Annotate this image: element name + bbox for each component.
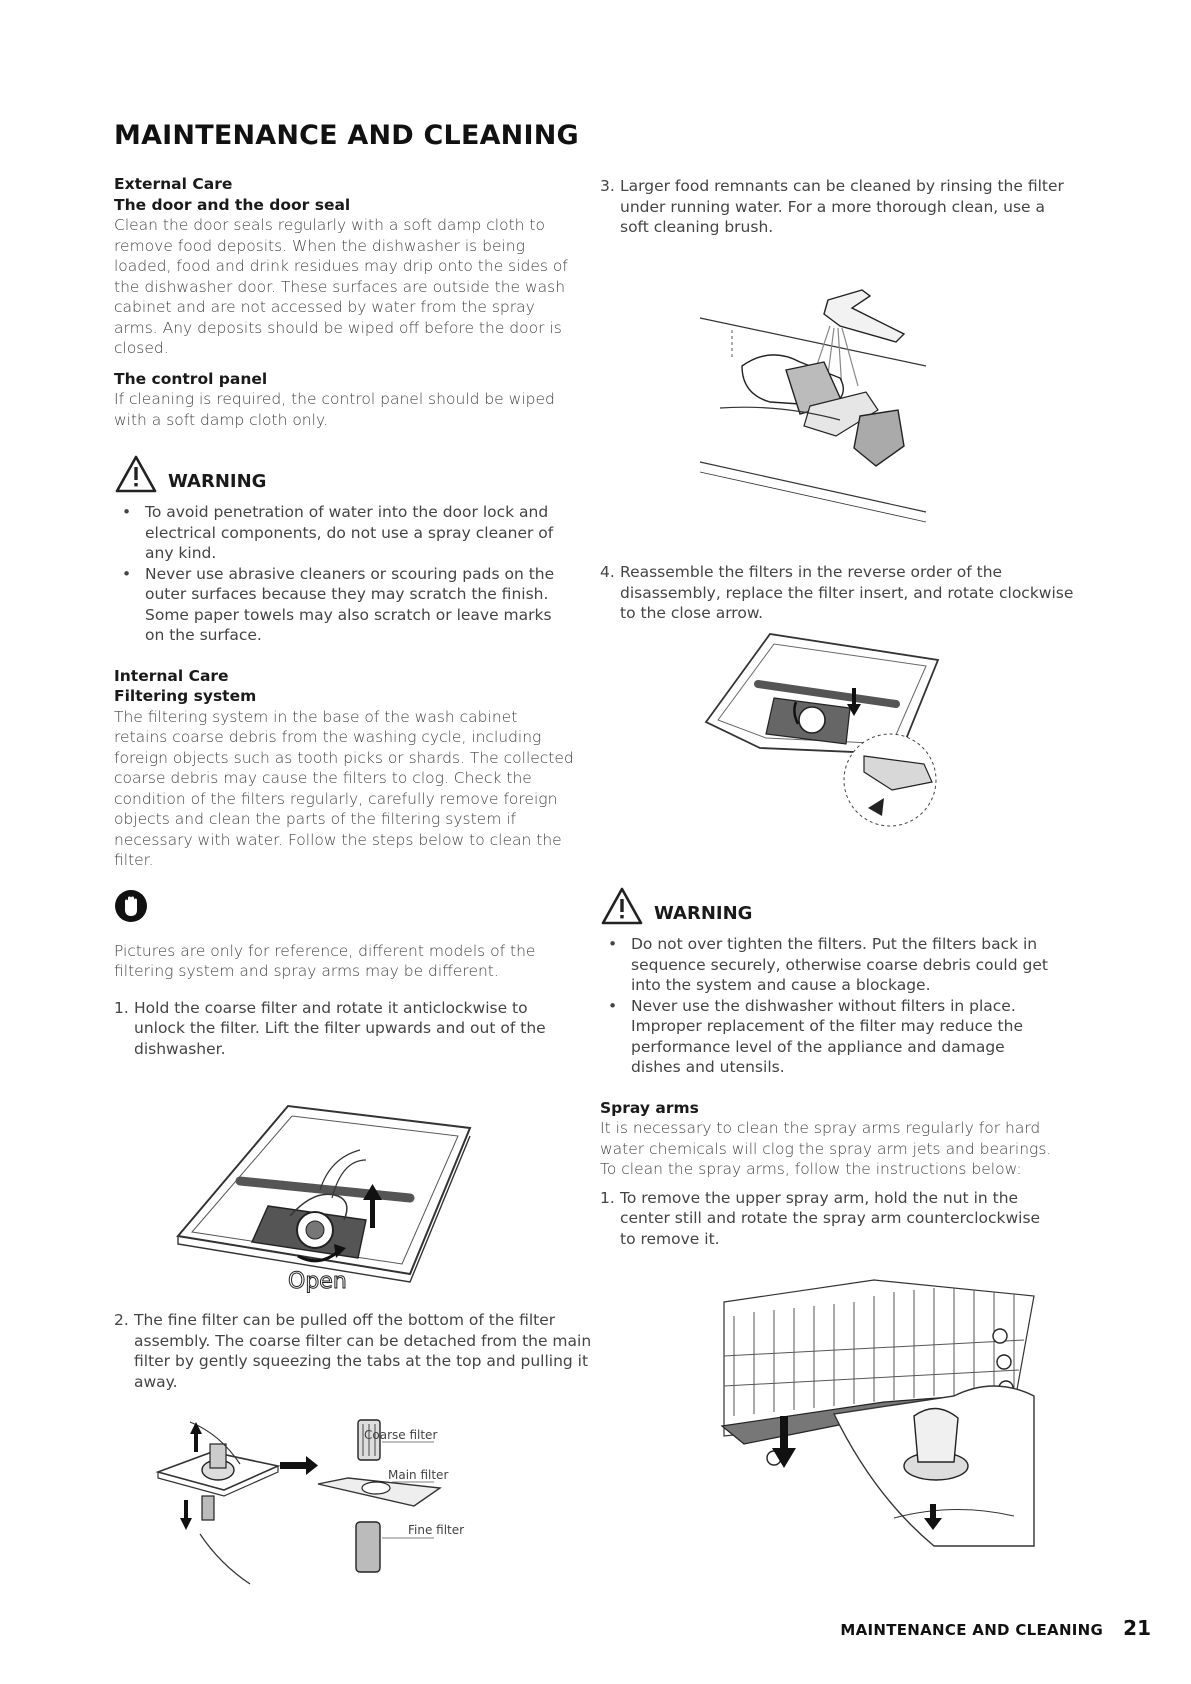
control-panel-heading: The control panel — [114, 369, 268, 388]
list-item: • Never use the dishwasher without filters in place. Improper replacement of the filter may reduce the performance level of the appliance and damage dishes and utensils. — [608, 996, 1023, 1076]
external-care-heading: External Care — [114, 175, 233, 193]
step-1: 1. Hold the coarse filter and rotate it anticlockwise to unlock the filter. Lift the filter upwards and out of the dishwasher. — [114, 998, 546, 1058]
spray-step-1: 1. To remove the upper spray arm, hold the nut in the center still and rotate the spray arm counterclockwise to remove it. — [600, 1188, 1041, 1248]
warning-label: WARNING — [168, 471, 267, 492]
control-panel-text: If cleaning is required, the control panel should be wiped with a soft damp cloth only. — [114, 390, 555, 429]
figure-remove-coarse-filter — [170, 1098, 490, 1294]
figure-reassemble-filter — [700, 632, 940, 842]
step-4: 4. Reassemble the filters in the reverse order of the disassembly, replace the filter insert, and rotate clockwise to the close arrow. — [600, 563, 1074, 622]
step-2: 2. The fine filter can be pulled off the bottom of the filter assembly. The coarse filter can be detached from the main filter by gently squeezing the tabs at the top and pulling it away. — [114, 1311, 592, 1391]
fine-filter-label: Fine filter — [408, 1523, 465, 1537]
hand-stop-icon — [114, 889, 148, 923]
warning-header-1 — [114, 444, 574, 494]
figure-remove-spray-arm — [714, 1266, 1044, 1556]
left-column — [114, 174, 574, 1059]
spray-arms-text: It is necessary to clean the spray arms regularly for hard water chemicals will clog the spray arm jets and bearings. — [600, 1119, 1052, 1158]
warning-triangle-icon — [114, 454, 158, 494]
warning-label: WARNING — [654, 903, 753, 924]
coarse-filter-label: Coarse filter — [364, 1428, 438, 1442]
right-column — [600, 876, 1055, 1249]
reference-note: Pictures are only for reference, different models of the filtering system and spray arms may be different. — [114, 941, 536, 980]
page-title: MAINTENANCE AND CLEANING — [114, 120, 579, 151]
figure-rinse-filter — [690, 286, 930, 526]
door-seal-text: Clean the door seals regularly with a soft damp cloth to remove food deposits. When the dishwasher is being loaded, food and drink residues may drip onto the sides of the dishwasher door. These surfaces are outside the wash cabinet and are not accessed by water from the spray arms. Any deposits should be wiped off before the door is closed. — [114, 216, 568, 357]
main-filter-label: Main filter — [388, 1468, 449, 1482]
figure-filter-parts — [150, 1414, 490, 1594]
footer-section-title: MAINTENANCE AND CLEANING — [840, 1621, 1104, 1639]
page-number: 21 — [1123, 1616, 1151, 1640]
warning-list-2 — [600, 934, 1055, 1078]
door-seal-heading: The door and the door seal — [114, 195, 351, 214]
spray-arms-heading: Spray arms — [600, 1098, 699, 1117]
step-3: 3. Larger food remnants can be cleaned by rinsing the filter under running water. For a more thorough clean, use a soft cleaning brush. — [600, 177, 1064, 236]
warning-triangle-icon — [600, 886, 644, 926]
filtering-system-text: The filtering system in the base of the wash cabinet retains coarse debris from the washing cycle, including foreign objects such as tooth picks or shards. The collected coarse debris may cause the filters to clog. Check the condition of the filters regularly, carefully remove foreign objects and clean the parts of the filtering system if necessary with water. Follow the steps below to clean the filter. — [114, 707, 574, 869]
warning-list-1 — [114, 502, 574, 646]
list-item: • Never use abrasive cleaners or scouring pads on the outer surfaces because they may scratch the finish. Some paper towels may also scratch or leave marks on the surface. — [122, 564, 555, 644]
list-item: • To avoid penetration of water into the door lock and electrical components, do not use a spray cleaner of any kind. — [122, 503, 554, 562]
page-footer — [840, 1616, 1151, 1640]
spray-arms-instruction: To clean the spray arms, follow the instructions below: — [600, 1160, 1022, 1178]
filtering-system-heading: Filtering system — [114, 687, 257, 705]
internal-care-heading: Internal Care — [114, 666, 229, 685]
list-item: • Do not over tighten the filters. Put the filters back in sequence securely, otherwise coarse debris could get into the system and cause a blockage. — [608, 935, 1048, 994]
open-label: Open — [288, 1269, 347, 1294]
warning-header-2 — [600, 876, 1055, 926]
